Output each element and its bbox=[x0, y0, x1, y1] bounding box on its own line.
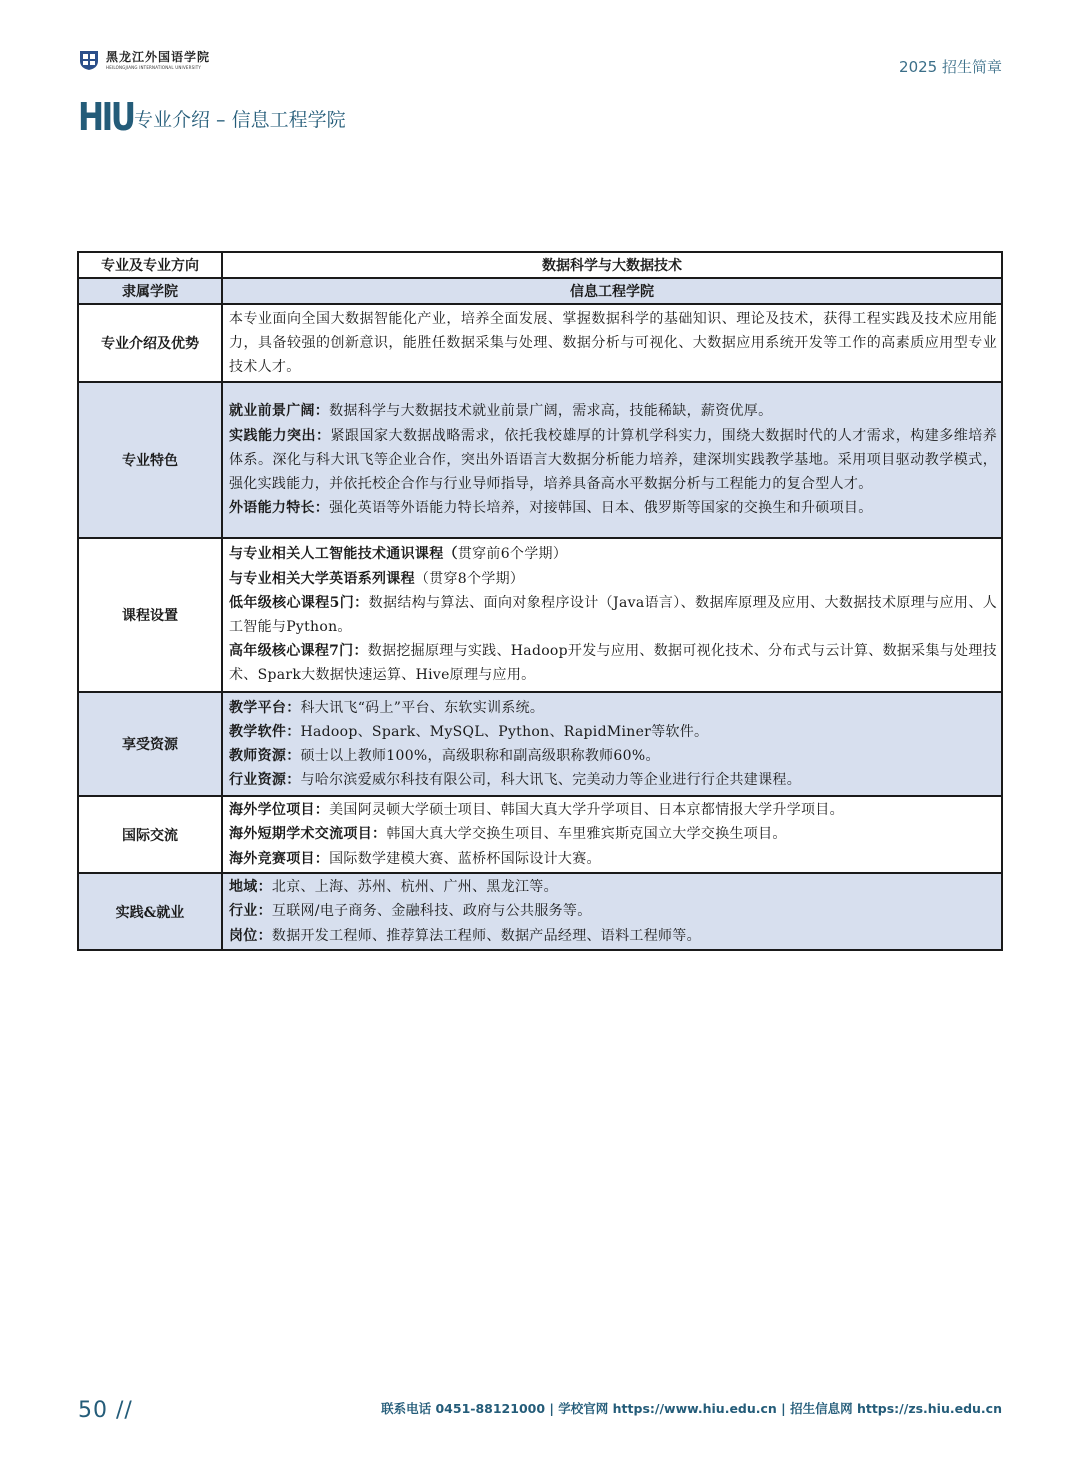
list-item: 教师资源：硕士以上教师100%，高级职称和副高级职称教师60%。 bbox=[229, 748, 660, 764]
row-features-content bbox=[222, 382, 1002, 538]
row-intro-label: 专业介绍及优势 bbox=[78, 304, 222, 382]
table-row-major bbox=[78, 252, 1002, 278]
page-number: 50 // bbox=[78, 1398, 133, 1423]
table-row-intro bbox=[78, 304, 1002, 382]
row-major-value: 数据科学与大数据技术 bbox=[222, 252, 1002, 278]
university-emblem-icon bbox=[78, 49, 100, 71]
row-resources-content bbox=[222, 692, 1002, 796]
footer-contact: 联系电话 0451-88121000 | 学校官网 https://www.hiu.edu.cn | 招生信息网 https://zs.hiu.edu.cn bbox=[381, 1401, 1002, 1416]
list-item: 行业资源：与哈尔滨爱威尔科技有限公司，科大讯飞、完美动力等企业进行行企共建课程。 bbox=[229, 772, 801, 789]
row-courses-content bbox=[222, 538, 1002, 692]
row-major-label: 专业及专业方向 bbox=[78, 252, 222, 278]
row-resources-label: 享受资源 bbox=[78, 692, 222, 796]
brochure-title: 2025 招生简章 bbox=[899, 58, 1002, 76]
list-item: 低年级核心课程5门：数据结构与算法、面向对象程序设计（Java语言）、数据库原理及应用、大数据技术原理与应用、人工智能与Python。 bbox=[229, 594, 997, 635]
logo-english-name: HEILONGJIANG INTERNATIONAL UNIVERSITY bbox=[106, 64, 201, 70]
list-item: 就业前景广阔：数据科学与大数据技术就业前景广阔，需求高，技能稀缺，薪资优厚。 bbox=[229, 403, 773, 420]
row-college-label: 隶属学院 bbox=[78, 278, 222, 304]
row-international-label: 国际交流 bbox=[78, 796, 222, 873]
section-title: 专业介绍 – 信息工程学院 bbox=[134, 109, 346, 131]
table-row-college bbox=[78, 278, 1002, 304]
table-row-resources bbox=[78, 692, 1002, 796]
list-item: 海外竞赛项目：国际数学建模大赛、蓝桥杯国际设计大赛。 bbox=[229, 850, 601, 867]
row-features-label: 专业特色 bbox=[78, 382, 222, 538]
row-career-content bbox=[222, 873, 1002, 950]
list-item: 岗位：数据开发工程师、推荐算法工程师、数据产品经理、语料工程师等。 bbox=[229, 927, 701, 944]
list-item: 海外学位项目：美国阿灵顿大学硕士项目、韩国大真大学升学项目、日本京都情报大学升学项目。 bbox=[229, 802, 844, 819]
list-item: 教学平台：科大讯飞“码上”平台、东软实训系统。 bbox=[229, 699, 545, 716]
table-row-international bbox=[78, 796, 1002, 873]
logo-chinese-name: 黑龙江外国语学院 bbox=[106, 49, 211, 64]
table-row-career bbox=[78, 873, 1002, 950]
row-career-label: 实践&就业 bbox=[78, 873, 222, 950]
section-heading bbox=[78, 95, 346, 139]
hiu-mark: HIU bbox=[78, 95, 134, 139]
row-international-content bbox=[222, 796, 1002, 873]
list-item: 海外短期学术交流项目：韩国大真大学交换生项目、车里雅宾斯克国立大学交换生项目。 bbox=[229, 826, 787, 843]
table-row-courses bbox=[78, 538, 1002, 692]
list-item: 教学软件：Hadoop、Spark、MySQL、Python、RapidMiner等软件。 bbox=[229, 723, 709, 740]
list-item: 外语能力特长：强化英语等外语能力特长培养，对接韩国、日本、俄罗斯等国家的交换生和升硕项目。 bbox=[229, 500, 873, 517]
list-item: 地域：北京、上海、苏州、杭州、广州、黑龙江等。 bbox=[229, 879, 558, 896]
row-intro-text: 本专业面向全国大数据智能化产业，培养全面发展、掌握数据科学的基础知识、理论及技术，获得工程实践及技术应用能力，具备较强的创新意识，能胜任数据采集与处理、数据分析与可视化、大数据应用系统开发等工作的高素质应用型专业技术人才。 bbox=[222, 304, 1002, 382]
table-row-features bbox=[78, 382, 1002, 538]
major-info-table bbox=[77, 251, 1003, 951]
row-college-value: 信息工程学院 bbox=[222, 278, 1002, 304]
list-item: 与专业相关人工智能技术通识课程（贯穿前6个学期） bbox=[229, 546, 568, 563]
list-item: 实践能力突出：紧跟国家大数据战略需求，依托我校雄厚的计算机学科实力，围绕大数据时代的人才需求，构建多维培养体系。深化与科大讯飞等企业合作，突出外语语言大数据分析能力培养，建深圳实践教学基地。采用项目驱动教学模式，强化实践能力，并依托校企合作与行业导师指导，培养具备高水平数据分析与工程能力的复合型人才。 bbox=[229, 427, 998, 493]
list-item: 行业：互联网/电子商务、金融科技、政府与公共服务等。 bbox=[229, 903, 592, 920]
row-courses-label: 课程设置 bbox=[78, 538, 222, 692]
university-logo bbox=[78, 47, 210, 73]
list-item: 与专业相关大学英语系列课程（贯穿8个学期） bbox=[229, 570, 525, 587]
list-item: 高年级核心课程7门：数据挖掘原理与实践、Hadoop开发与应用、数据可视化技术、分布式与云计算、数据采集与处理技术、Spark大数据快速运算、Hive原理与应用。 bbox=[229, 643, 997, 684]
